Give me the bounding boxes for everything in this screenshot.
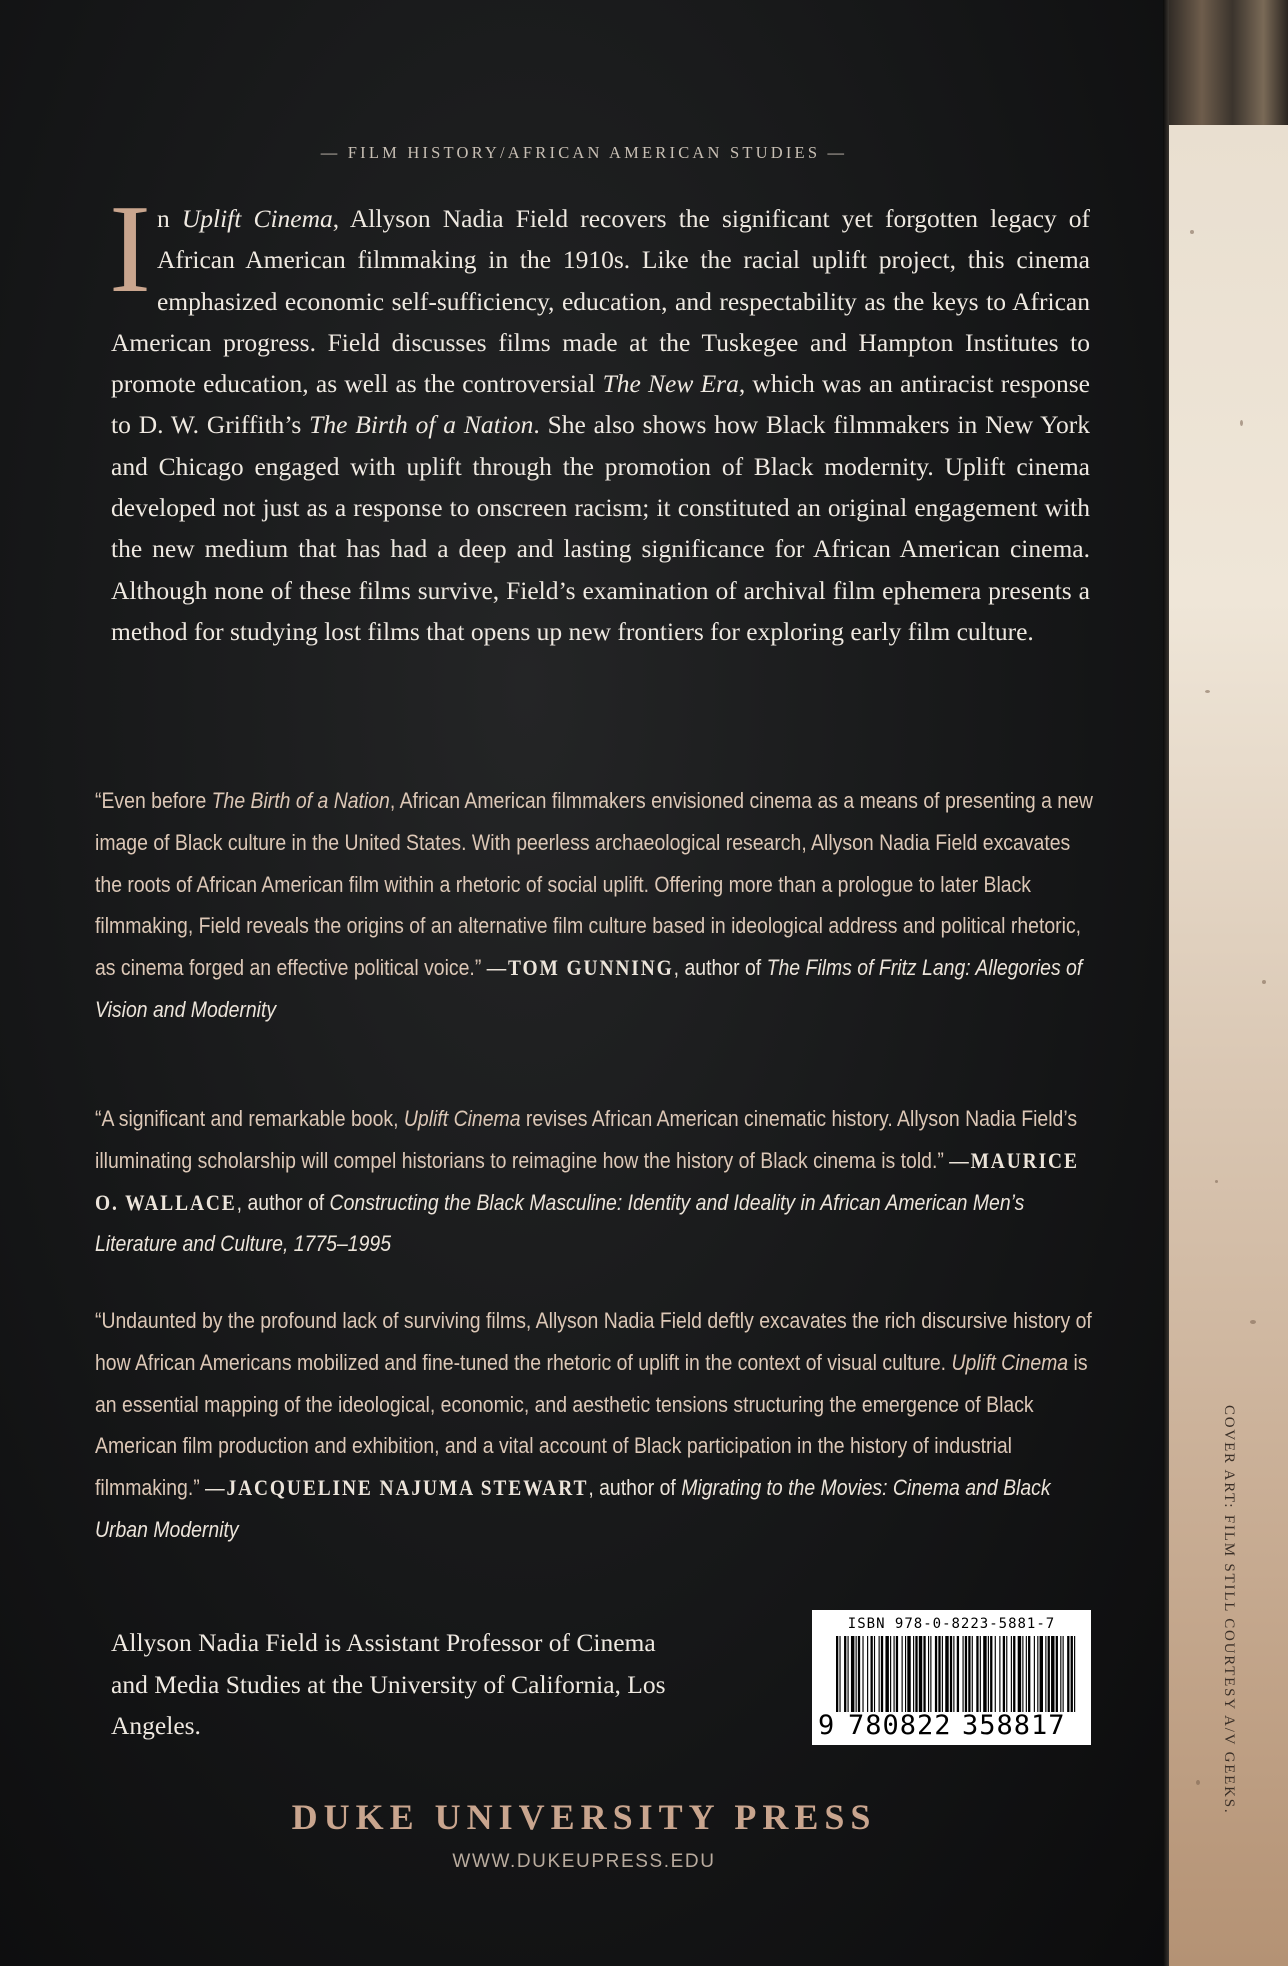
barcode-bar bbox=[976, 1636, 978, 1712]
barcode-bar bbox=[935, 1636, 937, 1712]
cover-art-credit-text: COVER ART: FILM STILL COURTESY A/V GEEKS. bbox=[1221, 1405, 1237, 1815]
barcode-bar bbox=[867, 1636, 868, 1712]
film-speck bbox=[1250, 1320, 1256, 1324]
quote-author: —MAURICE O. WALLACE bbox=[95, 1147, 1079, 1215]
barcode-bars bbox=[834, 1636, 1079, 1712]
barcode-digits-right: 358817 bbox=[962, 1710, 1066, 1741]
quote-author-work: Migrating to the Movies: Cinema and Black Urban Modernity bbox=[95, 1475, 1051, 1542]
quote-author-of: , author of bbox=[673, 955, 767, 981]
barcode-bar bbox=[915, 1636, 917, 1712]
barcode-bar bbox=[839, 1636, 840, 1712]
quote-text: “A significant and remarkable book, bbox=[95, 1106, 404, 1131]
endorsement-quote bbox=[95, 780, 1093, 1031]
barcode-bar bbox=[938, 1636, 940, 1712]
barcode-bar bbox=[905, 1636, 906, 1712]
publisher-name: DUKE UNIVERSITY PRESS bbox=[291, 1797, 877, 1837]
barcode-bar bbox=[907, 1636, 910, 1712]
barcode-bar bbox=[836, 1636, 838, 1712]
quote-title: Uplift Cinema bbox=[951, 1349, 1069, 1375]
quote-title: The Birth of a Nation bbox=[211, 788, 390, 813]
barcode-bar bbox=[894, 1636, 895, 1712]
barcode-bar bbox=[881, 1636, 883, 1712]
book-description bbox=[109, 180, 1090, 652]
barcode-bar bbox=[885, 1636, 888, 1712]
quote-author-work: The Films of Fritz Lang: Allegories of Vision and Modernity bbox=[95, 955, 1083, 1022]
quote-text: “Undaunted by the profound lack of surviving films, Allyson Nadia Field deftly excavates the rich discursive history of how African Americans mobilized and fine-tuned the rhetoric of uplift in the context of visual culture. bbox=[95, 1308, 1092, 1375]
barcode-bar bbox=[995, 1636, 996, 1712]
quote-author-of: , author of bbox=[588, 1475, 682, 1501]
barcode-bar bbox=[862, 1636, 863, 1712]
barcode-bar bbox=[1013, 1636, 1015, 1712]
barcode-bar bbox=[990, 1636, 992, 1712]
barcode-bar bbox=[858, 1636, 860, 1712]
quote-author: —TOM GUNNING bbox=[486, 955, 674, 981]
barcode-bar bbox=[1022, 1636, 1023, 1712]
barcode-bar bbox=[923, 1636, 925, 1712]
quote-text: “Even before bbox=[95, 788, 212, 813]
author-bio: Allyson Nadia Field is Assistant Professor of Cinema and Media Studies at the University of California, Los Angeles. bbox=[111, 1628, 666, 1740]
drop-cap: I bbox=[109, 180, 151, 319]
barcode-bar bbox=[957, 1636, 959, 1712]
quote-text: is an essential mapping of the ideological, economic, and aesthetic tensions structuring the emergence of Black American film production and exhibition, and a vital account of Black participation in the history of industrial filmmaking.” bbox=[95, 1349, 1088, 1501]
barcode-bar bbox=[913, 1636, 914, 1712]
barcode-bar bbox=[851, 1636, 854, 1712]
barcode-bar bbox=[1051, 1636, 1054, 1712]
film-speck bbox=[1190, 230, 1194, 234]
barcode-bar bbox=[1003, 1636, 1005, 1712]
barcode-bar bbox=[930, 1636, 931, 1712]
barcode-bar bbox=[844, 1636, 846, 1712]
barcode-bar bbox=[972, 1636, 973, 1712]
film-title: The New Era bbox=[602, 369, 739, 399]
barcode-bar bbox=[848, 1636, 849, 1712]
film-speck bbox=[1205, 690, 1210, 693]
barcode-bar bbox=[988, 1636, 989, 1712]
quote-text: revises African American cinematic history. Allyson Nadia Field’s illuminating scholarship will compel historians to reimagine how the history of Black cinema is told.” bbox=[95, 1106, 1078, 1173]
barcode-bar bbox=[874, 1636, 875, 1712]
barcode-digit-first: 9 bbox=[818, 1710, 835, 1741]
barcode-bar bbox=[968, 1636, 970, 1712]
barcode-bar bbox=[890, 1636, 891, 1712]
barcode-bar bbox=[983, 1636, 986, 1712]
barcode-bar bbox=[871, 1636, 873, 1712]
description-text: . She also shows how Black filmmakers in New York and Chicago engaged with uplift through the promotion of Black modernity. Uplift cinema developed not just as a response to onscreen racism; it constituted an original engagement with the new medium that has had a deep and lasting significance for African American cinema. Although none of these films survive, Field’s examination of archival film ephemera presents a method for studying lost films that opens up new frontiers for exploring early film culture. bbox=[111, 410, 1090, 646]
cover-art-credit bbox=[1165, 1405, 1288, 1925]
film-speck bbox=[1215, 1180, 1218, 1183]
endorsement-quote bbox=[95, 1300, 1093, 1551]
barcode-bar bbox=[902, 1636, 903, 1712]
barcode-bar bbox=[1028, 1636, 1030, 1712]
barcode-bar bbox=[953, 1636, 954, 1712]
description-text: , Allyson Nadia Field recovers the significant yet forgotten legacy of African American filmmaking in the 1910s. Like the racial uplift project, this cinema emphasized economic self-sufficiency, education, and respectability as the keys to African American progress. Field discusses films made at the Tuskegee and Hampton Institutes to promote education, as well as the controversial bbox=[111, 204, 1090, 399]
quote-author: —JACQUELINE NAJUMA STEWART bbox=[205, 1475, 589, 1501]
barcode-bar bbox=[1011, 1636, 1012, 1712]
isbn-label: ISBN 978-0-8223-5881-7 bbox=[847, 1616, 1056, 1632]
barcode-bar bbox=[1060, 1636, 1061, 1712]
film-speck bbox=[1262, 980, 1266, 984]
quote-text: , African American filmmakers envisioned cinema as a means of presenting a new image of Black culture in the United States. With peerless archaeological research, Allyson Nadia Field excavates the roots of African American film within a rhetoric of social uplift. Offering more than a prologue to later Black filmmaking, Field reveals the origins of an alternative film culture based in ideological address and political rhetoric, as cinema forged an effective political voice.” bbox=[95, 788, 1093, 981]
endorsement-quote bbox=[95, 1098, 1093, 1265]
category-kicker: — FILM HISTORY/AFRICAN AMERICAN STUDIES — bbox=[320, 143, 848, 162]
barcode-bar bbox=[1063, 1636, 1064, 1712]
barcode-bar bbox=[1006, 1636, 1007, 1712]
barcode-bar bbox=[1071, 1636, 1073, 1712]
barcode-bar bbox=[919, 1636, 922, 1712]
barcode-bar bbox=[942, 1636, 943, 1712]
description-text: , which was an antiracist response to D. W. Griffith’s bbox=[111, 369, 1090, 440]
barcode-bar bbox=[999, 1636, 1000, 1712]
barcode-bar bbox=[965, 1636, 967, 1712]
barcode-bar bbox=[1018, 1636, 1021, 1712]
barcode-bar bbox=[928, 1636, 929, 1712]
barcode-bar bbox=[879, 1636, 880, 1712]
barcode-bar bbox=[1037, 1636, 1038, 1712]
barcode-bar bbox=[963, 1636, 964, 1712]
barcode-bar bbox=[1034, 1636, 1035, 1712]
barcode-bar bbox=[980, 1636, 981, 1712]
film-speck bbox=[1240, 420, 1243, 426]
cover-art-strip-top bbox=[1165, 0, 1288, 125]
barcode-bar bbox=[1048, 1636, 1050, 1712]
description-text: n bbox=[156, 204, 182, 233]
barcode-bar bbox=[856, 1636, 857, 1712]
barcode-bar bbox=[1074, 1636, 1075, 1712]
barcode-bar bbox=[1026, 1636, 1027, 1712]
barcode-bar bbox=[945, 1636, 948, 1712]
barcode-bar bbox=[1056, 1636, 1058, 1712]
quote-author-work: Constructing the Black Masculine: Identity and Ideality in African American Men’s Literature and Culture, 1775–1995 bbox=[95, 1189, 1025, 1257]
barcode-bar bbox=[950, 1636, 952, 1712]
quote-title: Uplift Cinema bbox=[403, 1106, 521, 1131]
barcode-bar bbox=[1067, 1636, 1069, 1712]
film-title: The Birth of a Nation bbox=[309, 410, 534, 440]
barcode-bar bbox=[1040, 1636, 1043, 1712]
book-title: Uplift Cinema bbox=[181, 204, 333, 233]
barcode-digits-left: 780822 bbox=[848, 1710, 952, 1741]
publisher-url[interactable]: WWW.DUKEUPRESS.EDU bbox=[452, 1851, 716, 1872]
barcode-bar bbox=[896, 1636, 898, 1712]
isbn-barcode bbox=[812, 1610, 1091, 1745]
barcode-bar bbox=[1045, 1636, 1046, 1712]
quote-author-of: , author of bbox=[236, 1189, 330, 1215]
